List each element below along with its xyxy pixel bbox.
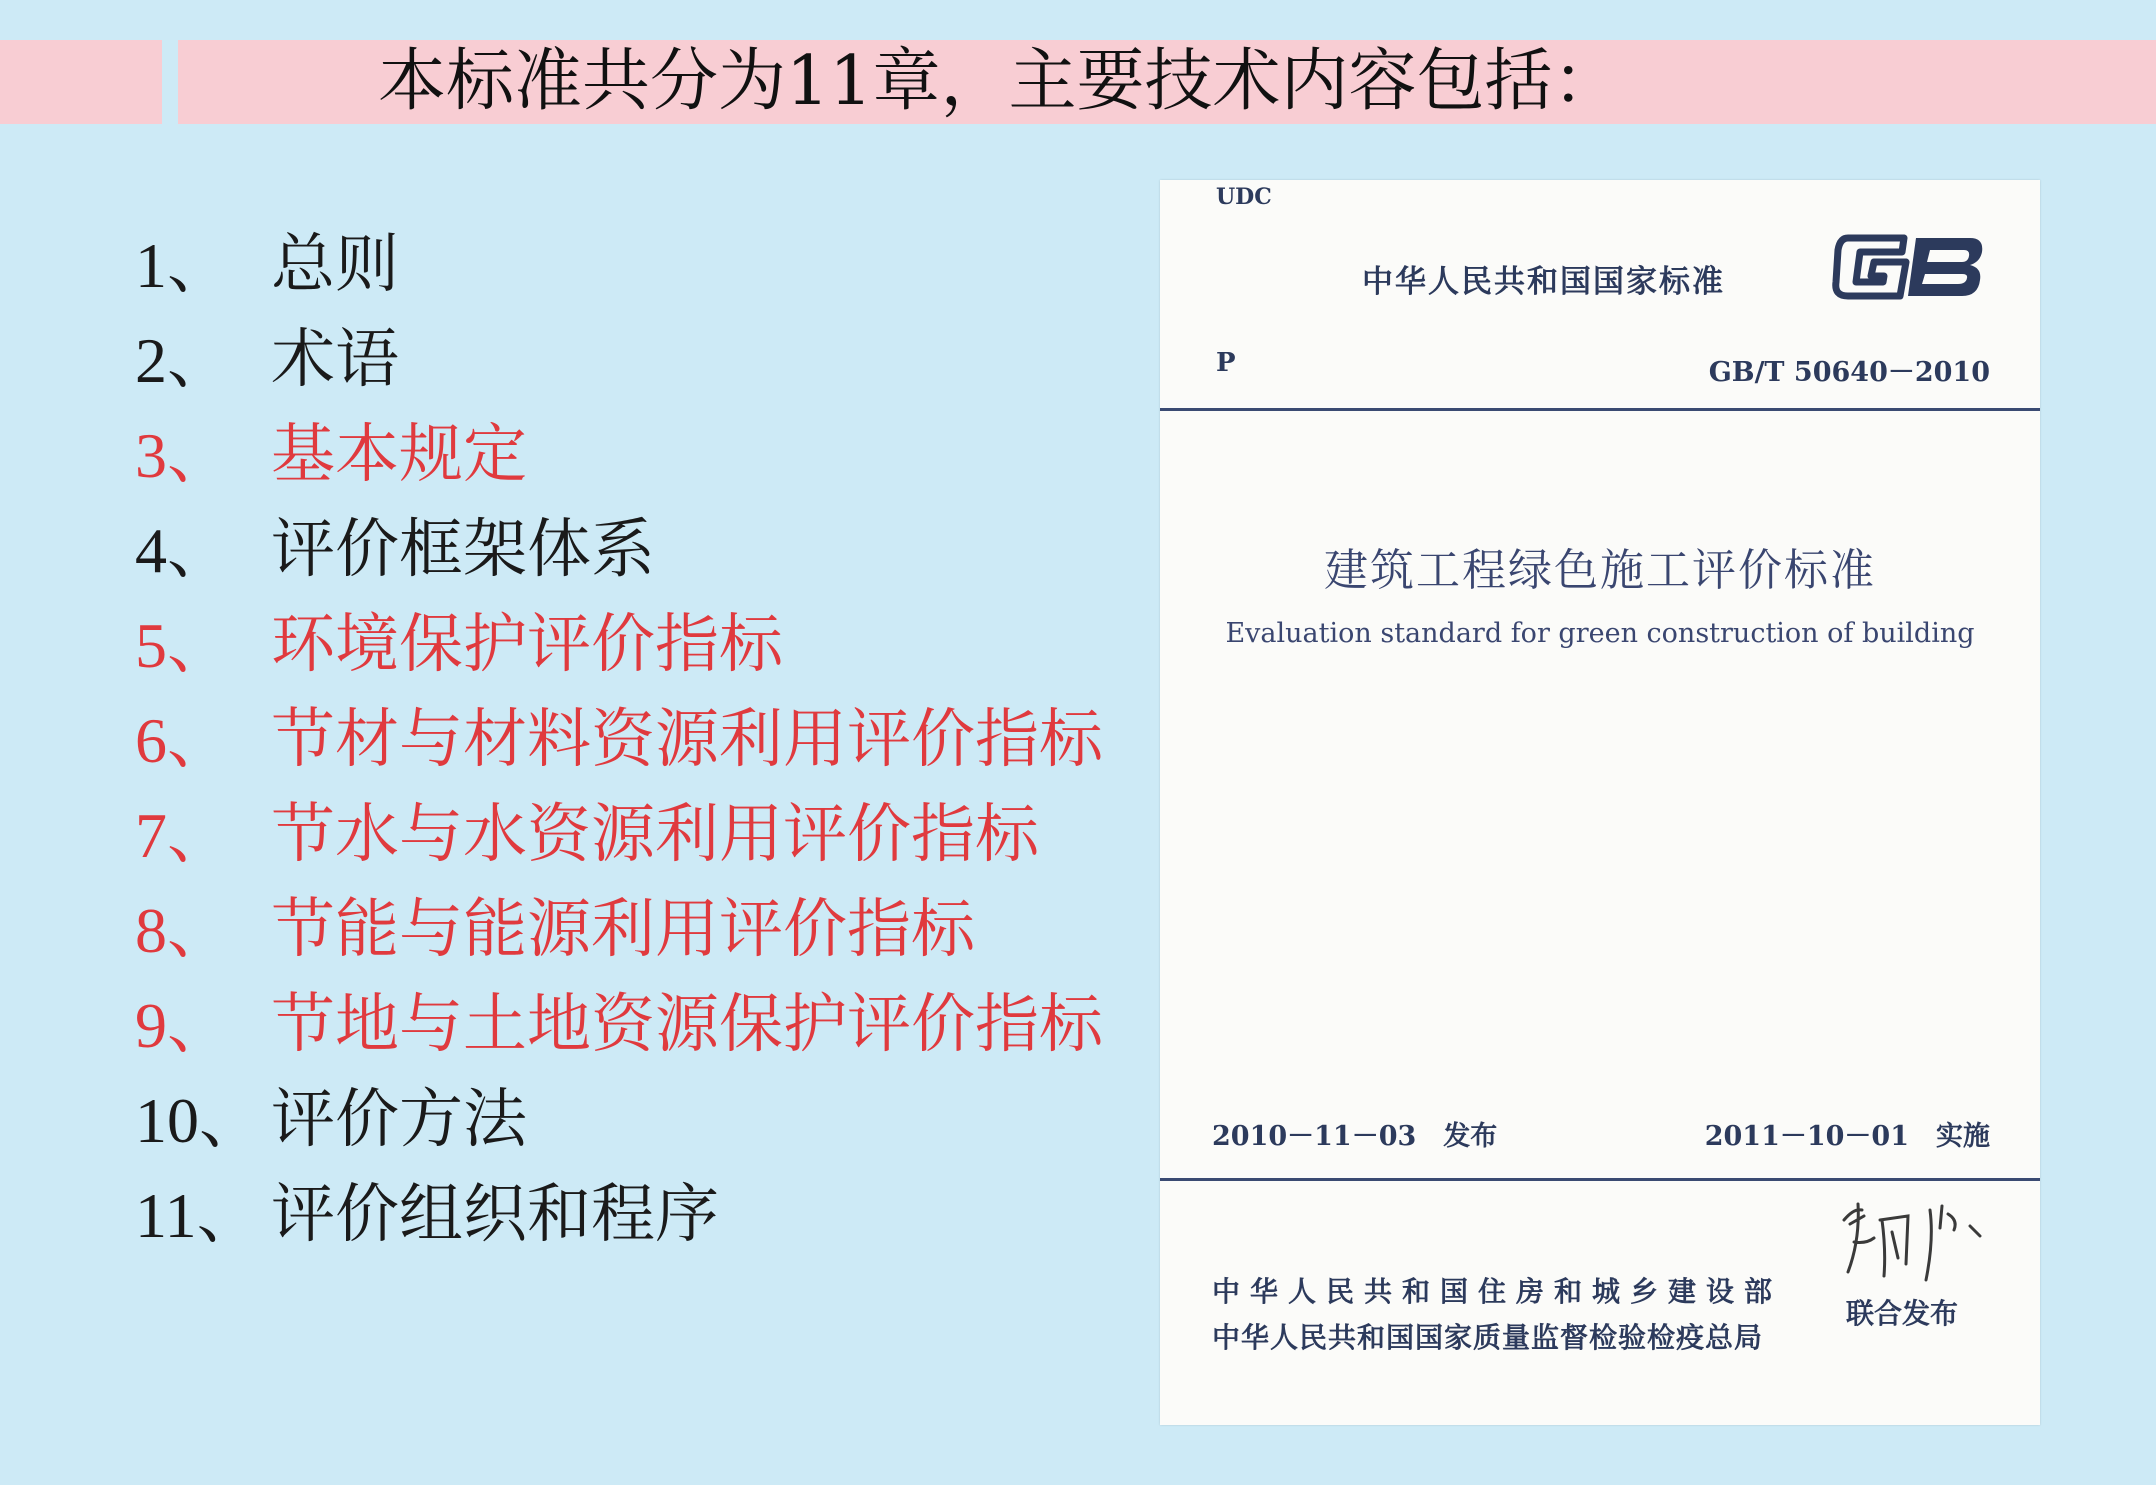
chapter-number: 6、 bbox=[135, 705, 231, 776]
chapter-name: 评价组织和程序 bbox=[271, 1178, 719, 1252]
issuer-ministry-housing: 中华人民共和国住房和城乡建设部 bbox=[1212, 1275, 1783, 1308]
chapter-item bbox=[135, 788, 1103, 883]
national-standard-label: 中华人民共和国国家标准 bbox=[1362, 264, 1725, 300]
chapter-name: 术语 bbox=[271, 323, 399, 397]
chapter-number: 9、 bbox=[135, 990, 231, 1061]
chapter-name: 总则 bbox=[271, 228, 399, 302]
issuer-quality-supervision: 中华人民共和国国家质量监督检验检疫总局 bbox=[1212, 1321, 1764, 1354]
chapter-number: 2、 bbox=[135, 325, 231, 396]
chapter-name: 环境保护评价指标 bbox=[271, 608, 783, 682]
chapter-name: 节地与土地资源保护评价指标 bbox=[271, 988, 1103, 1062]
slide-title: 本标准共分为11章，主要技术内容包括： bbox=[378, 42, 1621, 121]
udc-label: UDC bbox=[1216, 184, 1272, 210]
chapter-name: 评价框架体系 bbox=[271, 513, 655, 587]
cover-divider-top bbox=[1160, 408, 2040, 411]
chapter-name: 节材与材料资源利用评价指标 bbox=[271, 703, 1103, 777]
chapter-item bbox=[135, 503, 1103, 598]
classification-mark: P bbox=[1216, 348, 1236, 378]
chapter-number: 1、 bbox=[135, 230, 231, 301]
chapter-number: 11、 bbox=[135, 1180, 261, 1251]
publish-date: 2010－11－03 发布 bbox=[1212, 1121, 1498, 1152]
title-band-left bbox=[0, 40, 162, 124]
chapter-name: 基本规定 bbox=[271, 418, 527, 492]
chapter-item bbox=[135, 978, 1103, 1073]
chapter-item bbox=[135, 313, 1103, 408]
chapter-name: 评价方法 bbox=[271, 1083, 527, 1157]
joint-release-label: 联合发布 bbox=[1846, 1297, 1959, 1330]
chapter-number: 10、 bbox=[135, 1085, 263, 1156]
cover-title-en: Evaluation standard for green construction of building bbox=[1225, 618, 1975, 649]
standard-cover-image bbox=[1160, 180, 2040, 1425]
chapter-item bbox=[135, 598, 1103, 693]
chapter-number: 3、 bbox=[135, 420, 231, 491]
implement-date: 2011－10－01 实施 bbox=[1704, 1121, 1990, 1152]
chapter-item bbox=[135, 218, 1103, 313]
chapter-list bbox=[135, 218, 1103, 1263]
chapter-item bbox=[135, 1073, 1103, 1168]
chapter-number: 4、 bbox=[135, 515, 231, 586]
chapter-item bbox=[135, 408, 1103, 503]
chapter-number: 7、 bbox=[135, 800, 231, 871]
gb-logo-icon bbox=[1830, 216, 1990, 316]
chapter-name: 节水与水资源利用评价指标 bbox=[271, 798, 1039, 872]
chapter-number: 8、 bbox=[135, 895, 231, 966]
chapter-item bbox=[135, 693, 1103, 788]
chapter-name: 节能与能源利用评价指标 bbox=[271, 893, 975, 967]
cover-title-cn: 建筑工程绿色施工评价标准 bbox=[1324, 545, 1876, 596]
chapter-item bbox=[135, 883, 1103, 978]
handwritten-signature-icon bbox=[1830, 1180, 2010, 1290]
standard-code: GB/T 50640－2010 bbox=[1708, 357, 1990, 388]
gb-logo-text: GB bbox=[1910, 312, 1912, 313]
chapter-item bbox=[135, 1168, 1103, 1263]
chapter-number: 5、 bbox=[135, 610, 231, 681]
